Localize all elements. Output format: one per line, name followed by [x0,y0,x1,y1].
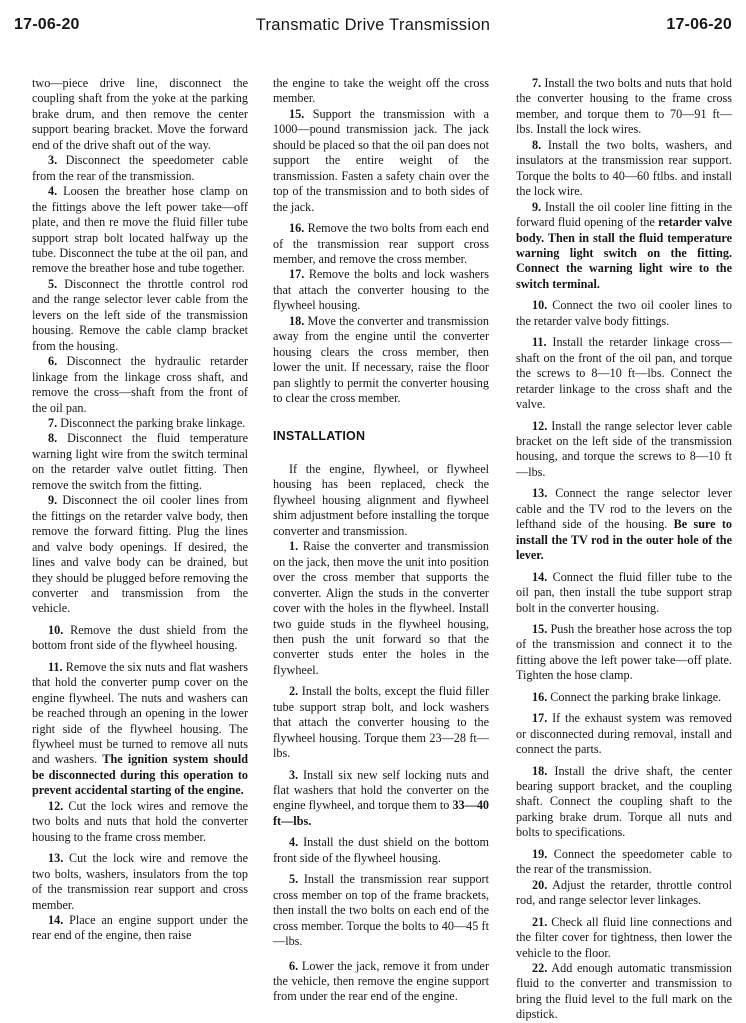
install-step-6: 6. Lower the jack, remove it from under the vehicle, then remove the engine support from under the rear end of the engine. [273,958,489,1004]
install-step-17: 17. If the exhaust system was removed or disconnected during removal, install and connect the parts. [516,711,733,757]
step-14: 14. Place an engine support under the rear end of the engine, then raise [32,913,249,943]
install-step-3: 3. Install six new self locking nuts and flat washers that hold the converter on the engine flywheel, and torque them to 33—40 ft—lbs. [273,767,489,828]
page-header [14,14,732,38]
install-step-1: 1. Raise the converter and transmission on the jack, then move the unit into position over the cross member that supports the converter. Align the studs in the converter cover with the holes in the flywheel. Install two guide studs in the flywheel housing, then push the unit forward so that the converter studs enter the holes in the flywheel. [273,539,489,677]
column-right [516,76,732,1023]
install-step-16: 16. Connect the parking brake linkage. [532,689,722,704]
step-4: 4. Loosen the breather hose clamp on the fittings above the left power take—off plate, and then re move the fluid filler tube support strap bolt located halfway up the tube. Disconnect the tube at the oil pan, and remove the breather hose and tube together. [32,184,248,276]
step-13: 13. Cut the lock wire and remove the two bolts, washers, insulators from the top of the transmission rear support and cross member. [32,851,249,912]
install-step-11: 11. Install the retarder linkage cross—shaft on the front of the oil pan, and torque the screws to 8—10 ft—lbs. Connect the retarder linkage to the cross shaft and the valve. [516,335,733,412]
step-15: 15. Support the transmission with a 1000—pound transmission jack. The jack should be placed so that the oil pan does not support the entire weight of the transmission. Fasten a safety chain over the top of the transmission and to both sides of the jack. [273,106,489,214]
install-step-7: 7. Install the two bolts and nuts that hold the converter housing to the frame cross member, and torque them to 70—91 ft—lbs. Install the lock wires. [516,76,733,137]
install-step-10: 10. Connect the two oil cooler lines to the retarder valve body fittings. [516,298,732,328]
page-title: Transmatic Drive Transmission [255,16,491,34]
step-18: 18. Move the converter and transmission away from the engine until the converter housing clears the cross member, then lower the unit. If necessary, raise the floor pan slightly to permit the converter housing to clear the cross member. [273,313,489,406]
page-number-left: 17-06-20 [14,16,80,33]
tv-rod-note: Be sure to install the TV rod in the outer hole of the lever. [516,517,733,563]
column-middle [273,76,489,1005]
install-step-13: 13. Connect the range selector lever cable and the TV rod to the levers on the lefthand side of the housing. Be sure to install the TV rod in the outer hole of the lever. [516,486,733,563]
install-step-14: 14. Connect the fluid filler tube to the oil pan, then install the tube support strap bolt in the converter housing. [516,569,733,615]
install-step-22: 22. Add enough automatic transmission fluid to the converter and transmission to bring the fluid level to the full mark on the dipstick. [516,961,733,1022]
ignition-warning: The ignition system should be disconnected during this operation to prevent accidental starting of the engine. [32,752,249,798]
step-3: 3. Disconnect the speedometer cable from the rear of the transmission. [32,153,249,183]
install-step-20: 20. Adjust the retarder, throttle control rod, and range selector lever linkages. [516,877,732,908]
step-12: 12. Cut the lock wires and remove the two bolts and nuts that hold the converter housing to the frame cross member. [32,798,248,844]
install-step-4: 4. Install the dust shield on the bottom front side of the flywheel housing. [273,835,490,865]
paragraph-continued: two—piece drive line, disconnect the coupling shaft from the yoke at the parking brake drum, and then remove the center support bearing bracket. Move the forward end of the drive shaft out of the way. [32,76,248,152]
step-17: 17. Remove the bolts and lock washers that attach the converter housing to the flywheel housing. [273,267,490,313]
torque-spec: 33—40 ft—lbs. [273,798,489,828]
install-step-15: 15. Push the breather hose across the top of the transmission and connect it to the fitting above the left power take—off plate. Tighten the hose clamp. [516,621,733,683]
step-6: 6. Disconnect the hydraulic retarder linkage from the linkage cross shaft, and remove the cross—shaft from the front of the oil pan. [32,354,249,415]
step-8: 8. Disconnect the fluid temperature warning light wire from the switch terminal on the retarder valve outlet fitting. Then remove the switch from the fitting. [32,431,248,492]
section-heading-installation: INSTALLATION [273,428,366,443]
page-number-right: 17-06-20 [666,16,732,33]
step-7: 7. Disconnect the parking brake linkage. [48,415,246,430]
install-step-9: 9. Install the oil cooler line fitting in the forward fluid opening of the retarder valve body. Then in stall the fluid temperature warning light switch on the fitting. Connect the warning light wire to the switch terminal. [516,199,732,291]
install-step-18: 18. Install the drive shaft, the center bearing support bracket, and the coupling shaft. Connect the coupling shaft to the parking brake drum. Torque all nuts and bolts to specifications. [516,763,733,840]
switch-install-note: retarder valve body. Then in stall the fluid temperature warning light switch on the fitting. Connect the warning light wire to the switch terminal. [516,215,732,291]
column-left [32,76,248,944]
install-step-8: 8. Install the two bolts, washers, and insulators at the transmission rear support. Torque the bolts to 40—60 ftlbs. and install the lock wire. [516,137,732,199]
step-16: 16. Remove the two bolts from each end of the transmission rear support cross member, and remove the cross member. [273,221,489,266]
step-10: 10. Remove the dust shield from the bottom front side of the flywheel housing. [32,622,248,653]
install-step-2: 2. Install the bolts, except the fluid filler tube support strap bolt, and lock washers that attach the converter housing to the flywheel housing. Torque them 23—28 ft—lbs. [273,684,489,761]
install-step-19: 19. Connect the speedometer cable to the rear of the transmission. [516,846,733,877]
install-step-12: 12. Install the range selector lever cable bracket on the left side of the transmission housing, and torque the screws to 8—10 ft—lbs. [516,418,732,479]
step-5: 5. Disconnect the throttle control rod and the range selector lever cable from the levers on the left side of the transmission housing. Remove the cable clamp bracket from the housing. [32,276,249,353]
install-step-5: 5. Install the transmission rear support cross member on top of the frame brackets, then install the two bolts on each end of the cross member. Torque the bolts to 40—45 ft—lbs. [273,872,490,949]
installation-intro: If the engine, flywheel, or flywheel housing has been replaced, check the flywheel housing alignment and flywheel shim adjustment before installing the torque converter and transmission. [273,461,489,538]
install-step-21: 21. Check all fluid line connections and the filter cover for tightness, then lower the vehicle to the floor. [516,914,733,960]
paragraph-continued: the engine to take the weight off the cross member. [273,76,489,106]
step-11: 11. Remove the six nuts and flat washers that hold the converter pump cover on the engine flywheel. The nuts and washers can be reached through an opening in the lower right side of the flywheel housing. The flywheel must be turned to remove all nuts and washers. The ignition system should be disconnected during this operation to prevent accidental starting of the engine. [32,659,249,798]
step-9: 9. Disconnect the oil cooler lines from the fittings on the retarder valve body, then remove the forward fitting. Plug the lines and valve body openings. If desired, the lines and valve body can be drained, but they should be plugged before removing the converter and transmission from the vehicle. [32,493,248,616]
